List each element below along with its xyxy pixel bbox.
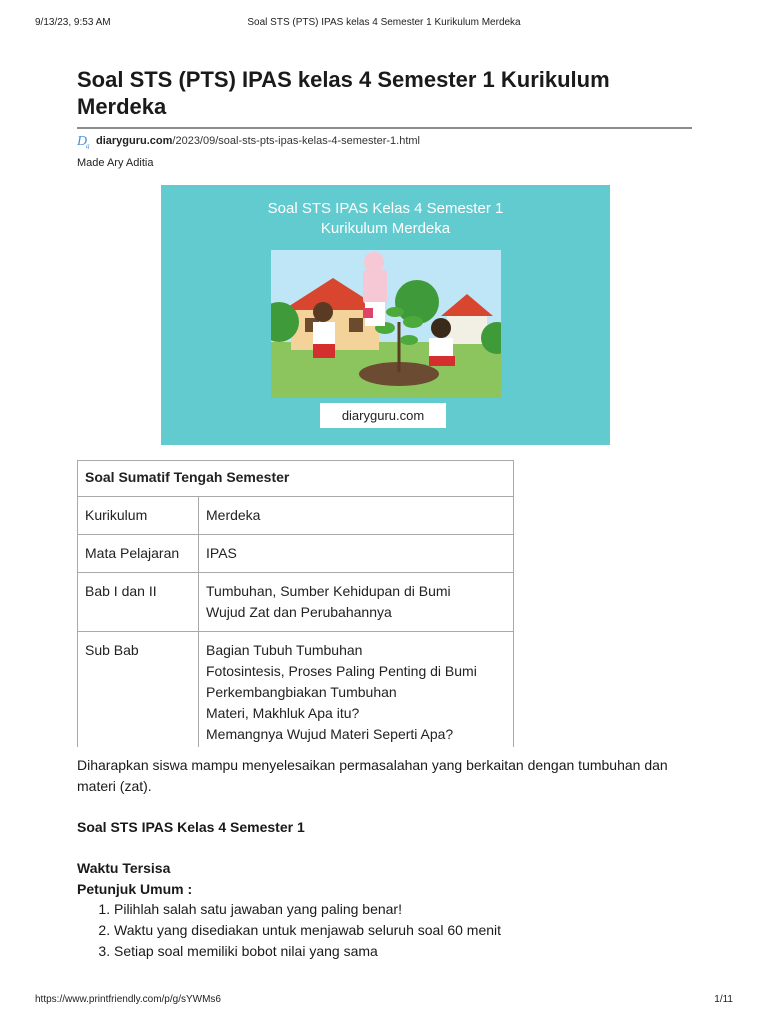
row-value-line: Memangnya Wujud Materi Seperti Apa? (206, 726, 454, 742)
row-value (199, 535, 514, 573)
row-value-line: Materi, Makhluk Apa itu? (206, 705, 360, 721)
children-planting-tree-illustration (271, 250, 501, 398)
exam-info-table (77, 460, 514, 747)
row-value-line: IPAS (206, 545, 237, 561)
row-key: Sub Bab (78, 632, 199, 748)
row-value-line: Fotosintesis, Proses Paling Penting di Bumi (206, 663, 477, 679)
row-key: Kurikulum (78, 497, 199, 535)
hero-image (161, 185, 610, 445)
diaryguru-logo-icon (77, 133, 94, 149)
table-row (78, 497, 514, 535)
row-value (199, 497, 514, 535)
source-link[interactable] (77, 133, 420, 149)
row-value-line: Wujud Zat dan Perubahannya (206, 604, 392, 620)
print-footer-url[interactable]: https://www.printfriendly.com/p/g/sYWMs6 (35, 994, 221, 1005)
timer-label: Waktu Tersisa (77, 860, 171, 876)
table-heading: Soal Sumatif Tengah Semester (78, 461, 514, 497)
print-datetime: 9/13/23, 9:53 AM (35, 17, 111, 28)
hero-title-line-2: Kurikulum Merdeka (320, 220, 451, 237)
author-name: Made Ary Aditia (77, 157, 154, 169)
intro-paragraph: Diharapkan siswa mampu menyelesaikan permasalahan yang berkaitan dengan tumbuhan dan materi (zat). (77, 757, 668, 794)
row-value-line: Tumbuhan, Sumber Kehidupan di Bumi (206, 583, 451, 599)
row-value-line: Perkembangbiakan Tumbuhan (206, 684, 397, 700)
table-row (78, 535, 514, 573)
print-page-number: 1/11 (714, 994, 733, 1005)
row-value-line: Merdeka (206, 507, 261, 523)
table-row (78, 632, 514, 748)
hero-brand-label: diaryguru.com (320, 403, 446, 428)
row-key: Mata Pelajaran (78, 535, 199, 573)
list-item: 3. Setiap soal memiliki bobot nilai yang sama (114, 941, 714, 962)
hero-title (161, 199, 610, 239)
instructions-label: Petunjuk Umum : (77, 881, 193, 897)
list-item: 1. Pilihlah salah satu jawaban yang paling benar! (114, 899, 714, 920)
table-row (78, 573, 514, 632)
section-title: Soal STS IPAS Kelas 4 Semester 1 (77, 819, 305, 835)
article-title: Soal STS (PTS) IPAS kelas 4 Semester 1 Kurikulum Merdeka (77, 67, 610, 119)
row-key: Bab I dan II (78, 573, 199, 632)
title-divider (77, 127, 692, 129)
row-value-line: Bagian Tubuh Tumbuhan (206, 642, 363, 658)
instructions-list (77, 899, 714, 962)
row-value (199, 632, 514, 748)
list-item: 2. Waktu yang disediakan untuk menjawab seluruh soal 60 menit (114, 920, 714, 941)
row-value (199, 573, 514, 632)
svg-text:g: g (86, 142, 90, 150)
svg-text:D: D (77, 134, 88, 150)
source-path: /2023/09/soal-sts-pts-ipas-kelas-4-semester-1.html (172, 135, 420, 147)
source-domain: diaryguru.com (96, 135, 173, 147)
table-header-row (78, 461, 514, 497)
hero-title-line-1: Soal STS IPAS Kelas 4 Semester 1 (267, 200, 504, 217)
print-page-title: Soal STS (PTS) IPAS kelas 4 Semester 1 Kurikulum Merdeka (247, 17, 521, 28)
